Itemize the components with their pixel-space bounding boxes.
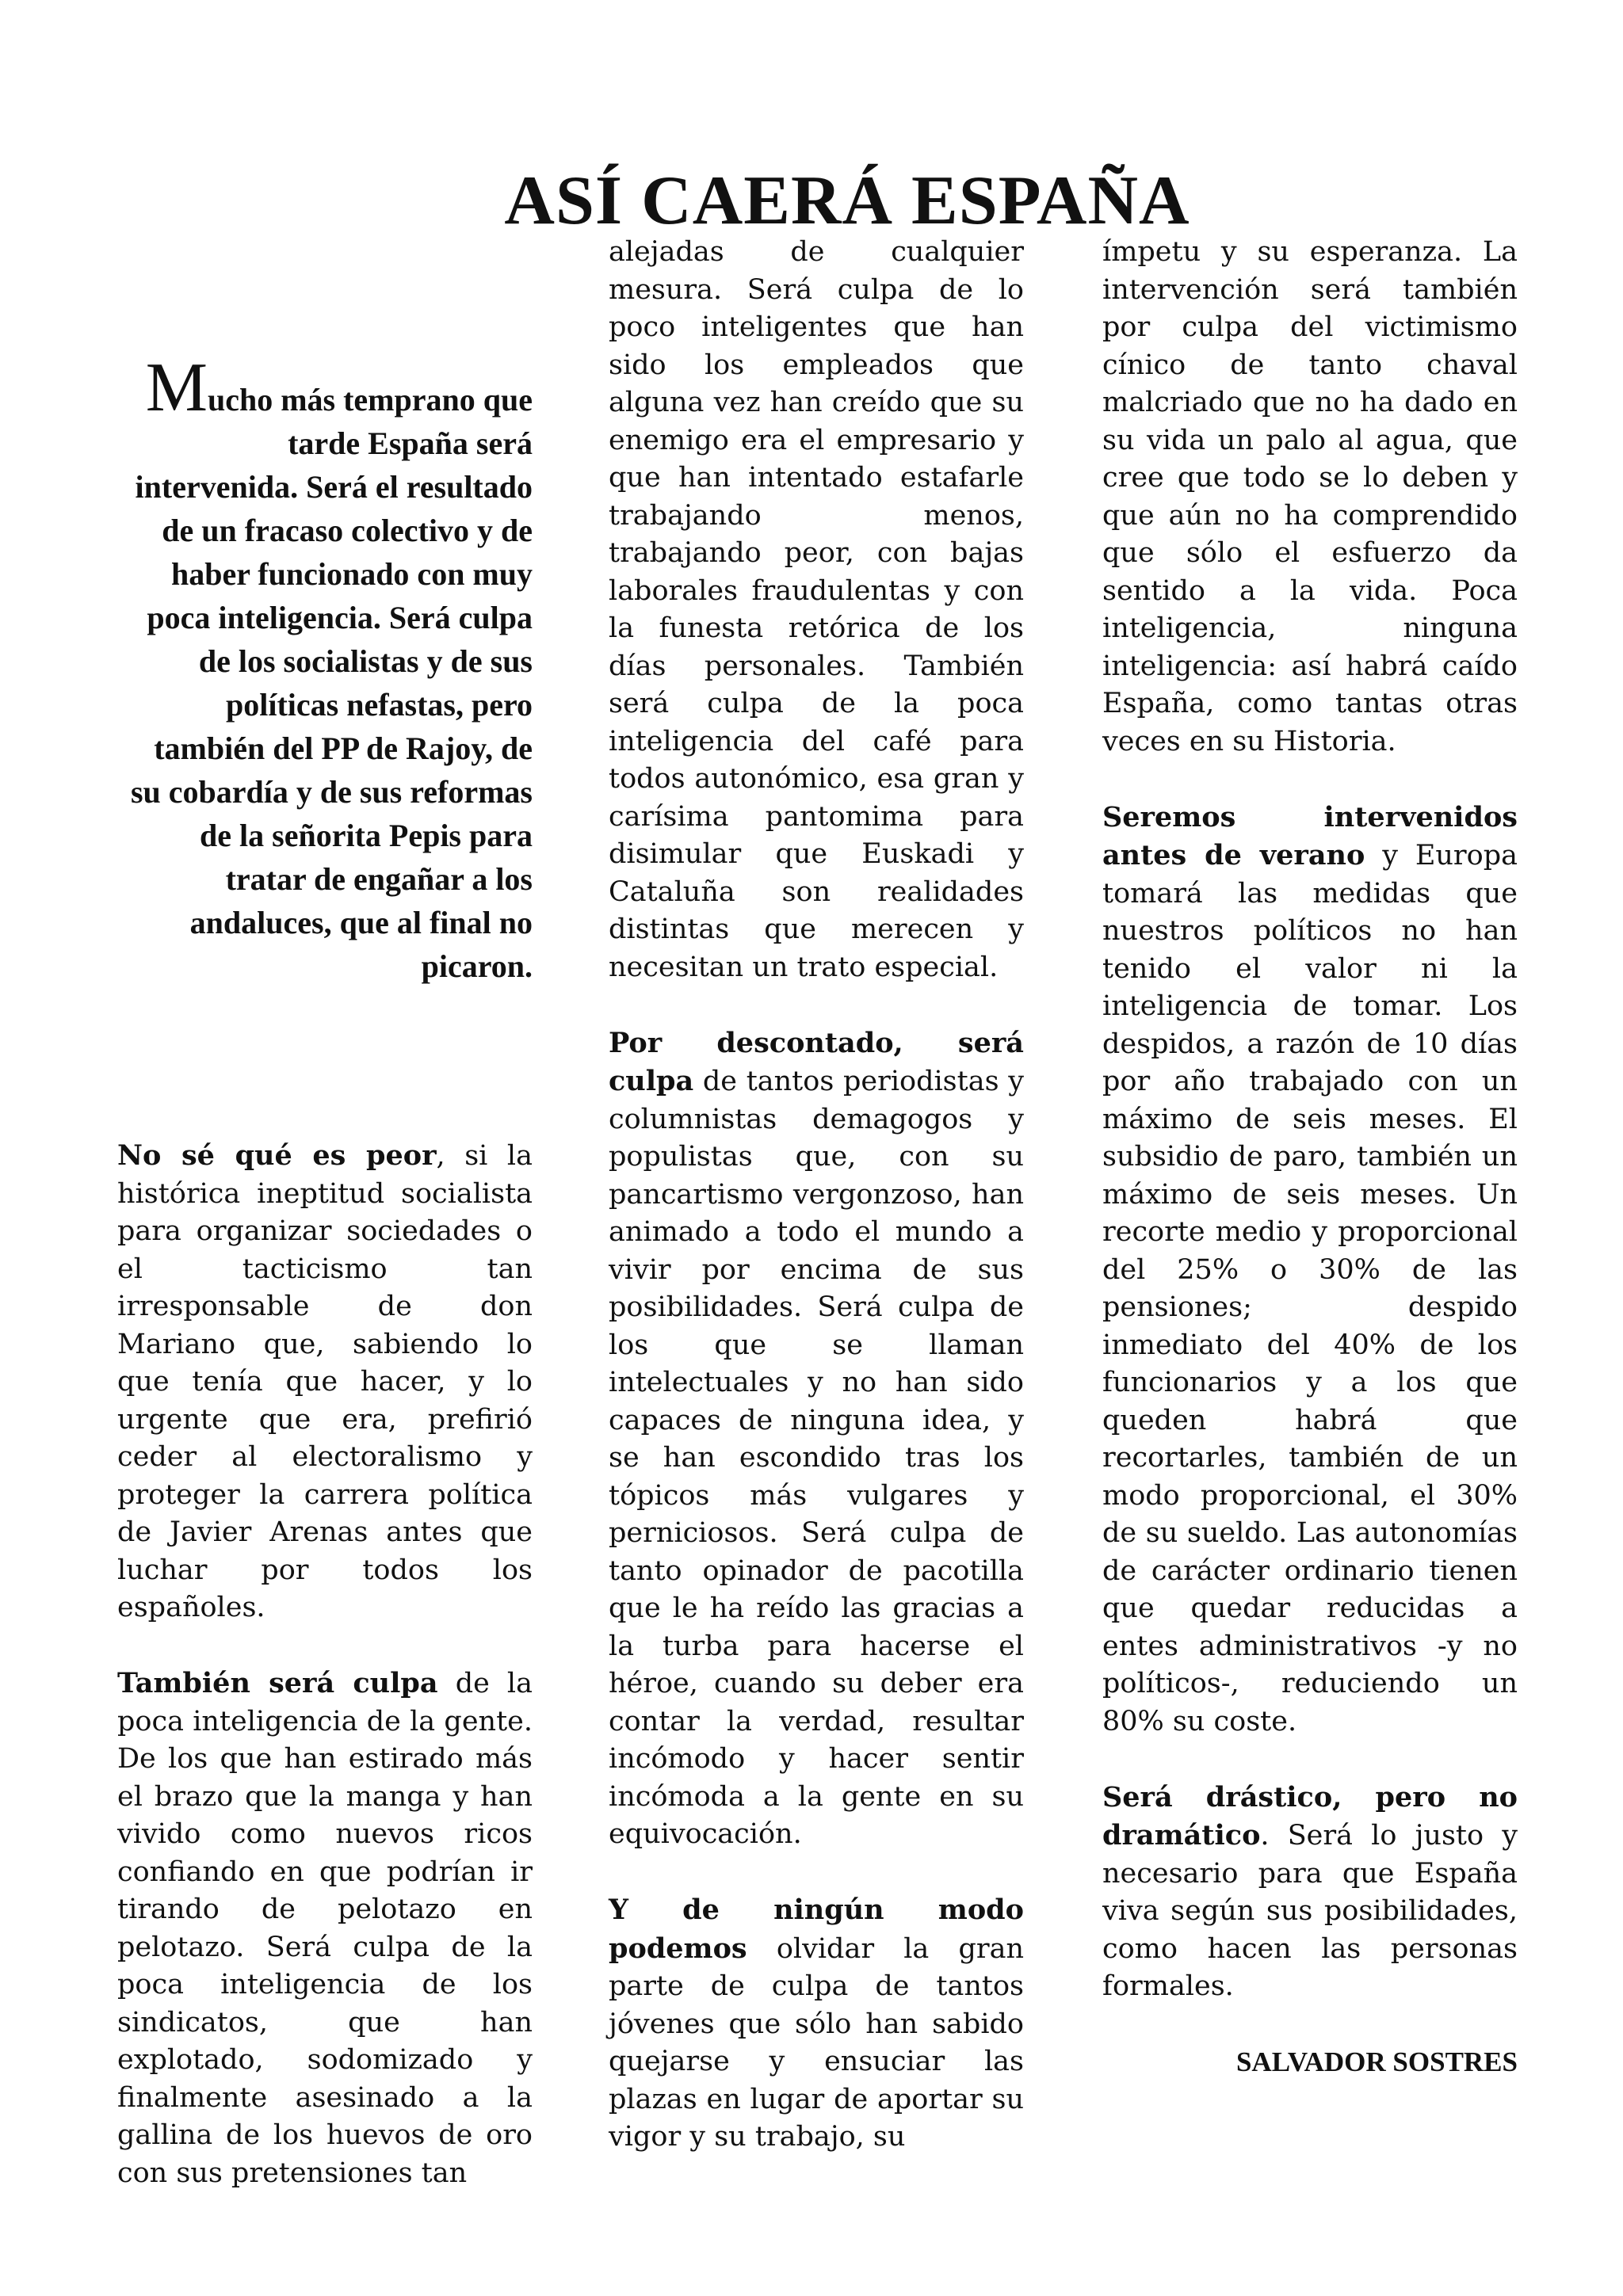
article-title: ASÍ CAERÁ ESPAÑA — [504, 162, 1190, 239]
paragraph — [1102, 234, 1518, 761]
paragraph-kicker: Por descontado, será culpa — [609, 1026, 1024, 1097]
paragraph-text: de la poca inteligencia de la gente. De los que han estirado más el brazo que la manga y han vivido como nuevos ricos confiando en que podrían ir tirando de pelotazo en pelotazo. Será culpa de la poca inteligencia de los sindicatos, que han explotado, sodomizado y finalmente asesinado a la gallina de los huevos de oro con sus pretensiones tan — [117, 1668, 533, 2189]
paragraph-kicker: Seremos intervenidos antes de verano — [1102, 800, 1518, 871]
paragraph-kicker: No sé qué es peor — [117, 1139, 437, 1172]
paragraph-text: ímpetu y su esperanza. La intervención será también por culpa del victimismo cínico de tanto chaval malcriado que no ha dado en su vida un palo al agua, que cree que todo se lo deben y que aún no ha comprendido que sólo el esfuerzo da sentido a la vida. Poca inteligencia, ninguna inteligencia: así habrá caído España, como tantas otras veces en su Historia. — [1102, 236, 1518, 757]
drop-cap: M — [145, 349, 208, 426]
paragraph — [609, 1891, 1024, 2157]
paragraph — [609, 1024, 1024, 1854]
column-2 — [609, 234, 1024, 2157]
paragraph — [1102, 1779, 1518, 2006]
paragraph — [1102, 799, 1518, 1741]
column-1 — [117, 1137, 533, 2192]
paragraph-kicker: Será drástico, pero no dramático — [1102, 1780, 1518, 1852]
paragraph — [609, 234, 1024, 986]
paragraph-text: olvidar la gran parte de culpa de tantos jóvenes que sólo han sabido quejarse y ensuciar las plazas en lugar de aportar su vigor y su trabajo, su — [609, 1932, 1024, 2153]
paragraph-text: , si la histórica ineptitud socialista para organizar sociedades o el tacticismo tan irresponsable de don Mariano que, sabiendo lo que tenía que hacer, y lo urgente que era, prefirió ceder al electoralismo y proteger la carrera política de Javier Arenas antes que luchar por todos los españoles. — [117, 1140, 533, 1623]
paragraph-text: de tantos periodistas y columnistas demagogos y populistas que, con su pancartismo vergonzoso, han animado a todo el mundo a vivir por encima de sus posibilidades. Será culpa de los que se llaman intelectuales y no han sido capaces de ninguna idea, y se han escondido tras los tópicos más vulgares y perniciosos. Será culpa de tanto opinador de pacotilla que le ha reído las gracias a la turba para hacerse el héroe, cuando su deber era contar la verdad, resultar incómodo y hacer sentir incómoda a la gente en su equivocación. — [609, 1066, 1024, 1850]
paragraph-text: alejadas de cualquier mesura. Será culpa de lo poco inteligentes que han sido los empleados que alguna vez han creído que su enemigo era el empresario y que han intentado estafarle trabajando menos, trabajando peor, con bajas laborales fraudulentas y con la funesta retórica de los días personales. También será culpa de la poca inteligencia del café para todos autonómico, esa gran y carísima pantomima para disimular que Euskadi y Cataluña son realidades distintas que merecen y necesitan un trato especial. — [609, 236, 1024, 983]
column-3 — [1102, 234, 1518, 2081]
paragraph — [117, 1665, 533, 2192]
paragraph-kicker: Y de ningún modo podemos — [609, 1894, 1024, 1965]
lead-paragraph — [127, 349, 533, 988]
paragraph-kicker: También será culpa — [117, 1667, 438, 1699]
paragraph-text: y Europa tomará las medidas que nuestros políticos no han tenido el valor ni la inteligencia de tomar. Los despidos, a razón de 10 días por año trabajado con un máximo de seis meses. El subsidio de paro, también un máximo de seis meses. Un recorte medio y proporcional del 25% o 30% de las pensiones; despido inmediato del 40% de los funcionarios y a los que queden habrá que recortarles, también de un modo proporcional, el 30% de su sueldo. Las autonomías de carácter ordinario tienen que quedar reducidas a entes administrativos -y no políticos-, reduciendo un 80% su coste. — [1102, 840, 1518, 1737]
paragraph-text: . Será lo justo y necesario para que España viva según sus posibilidades, como hacen las personas formales. — [1102, 1820, 1518, 2002]
lead-text: ucho más temprano que tarde España será intervenida. Será el resultado de un fracaso colectivo y de haber funcionado con muy poca inteligencia. Será culpa de los socialistas y de sus políticas nefastas, pero también del PP de Rajoy, de su cobardía y de sus reformas de la señorita Pepis para tratar de engañar a los andaluces, que al final no picaron. — [130, 382, 533, 984]
paragraph — [117, 1137, 533, 1627]
author-signature: SALVADOR SOSTRES — [1235, 2046, 1518, 2077]
